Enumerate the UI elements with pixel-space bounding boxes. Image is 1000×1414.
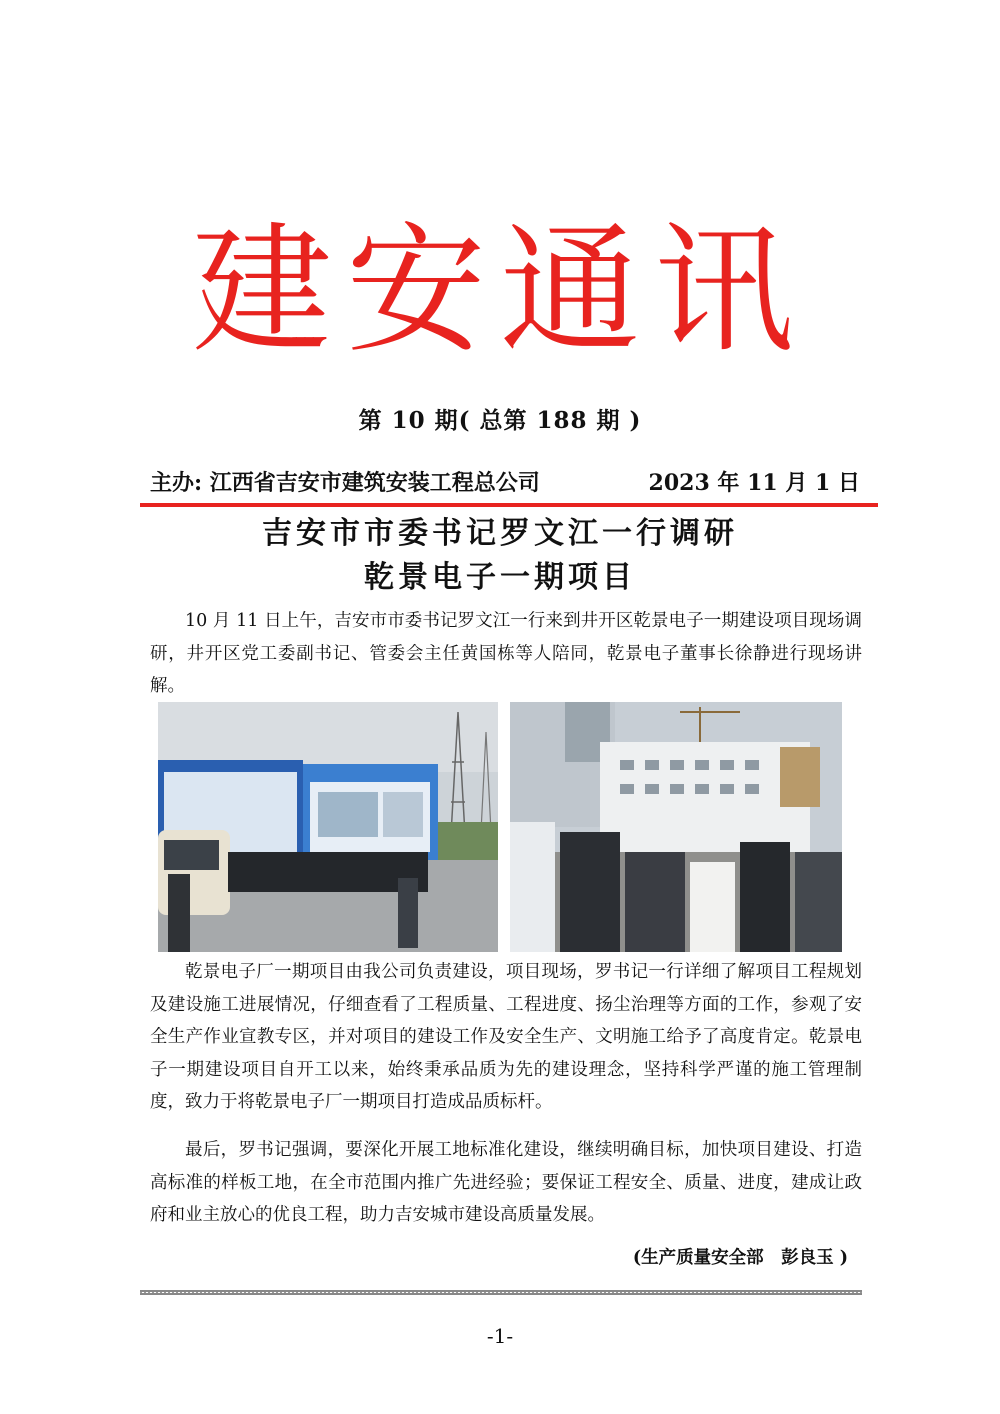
- article-author: (生产质量安全部 彭良玉 ): [632, 1248, 848, 1268]
- sponsor-line: [150, 466, 860, 498]
- article-paragraph-3: 最后，罗书记强调，要深化开展工地标准化建设，继续明确目标，加快项目建设、打造高标准的样板工地，在全市范围内推广先进经验；要保证工程安全、质量、进度，建成让政府和业主放心的优良工程，助力吉安城市建设高质量发展。: [150, 1140, 862, 1225]
- page-number: -1-: [486, 1324, 514, 1348]
- article-title: [0, 512, 1000, 600]
- footer-divider: [140, 1290, 862, 1295]
- issue-number: 第 10 期( 总第 188 期 ): [358, 407, 642, 434]
- article-paragraph-1: 10 月 11 日上午，吉安市市委书记罗文江一行来到井开区乾景电子一期建设项目现场调研，井开区党工委副书记、管委会主任黄国栋等人陪同，乾景电子董事长徐静进行现场讲解。: [150, 611, 862, 696]
- article-title-line-2: 乾景电子一期项目: [364, 560, 636, 595]
- sponsor-org: 主办: 江西省吉安市建筑安装工程总公司: [150, 470, 540, 496]
- article-title-line-1: 吉安市市委书记罗文江一行调研: [262, 516, 738, 551]
- site-visit-building-photo: [510, 702, 842, 952]
- masthead-title: 建安通讯: [191, 210, 808, 373]
- site-visit-billboard-photo: [158, 702, 498, 952]
- header-divider: [140, 503, 878, 507]
- publish-date: 2023 年 11 月 1 日: [648, 470, 860, 496]
- article-paragraph-2: 乾景电子厂一期项目由我公司负责建设，项目现场，罗书记一行详细了解项目工程规划及建设施工进展情况，仔细查看了工程质量、工程进度、扬尘治理等方面的工作，参观了安全生产作业宣教专区，并对项目的建设工作及安全生产、文明施工给予了高度肯定。乾景电子一期建设项目自开工以来，始终秉承品质为先的建设理念，坚持科学严谨的施工管理制度，致力于将乾景电子厂一期项目打造成品质标杆。: [150, 962, 862, 1112]
